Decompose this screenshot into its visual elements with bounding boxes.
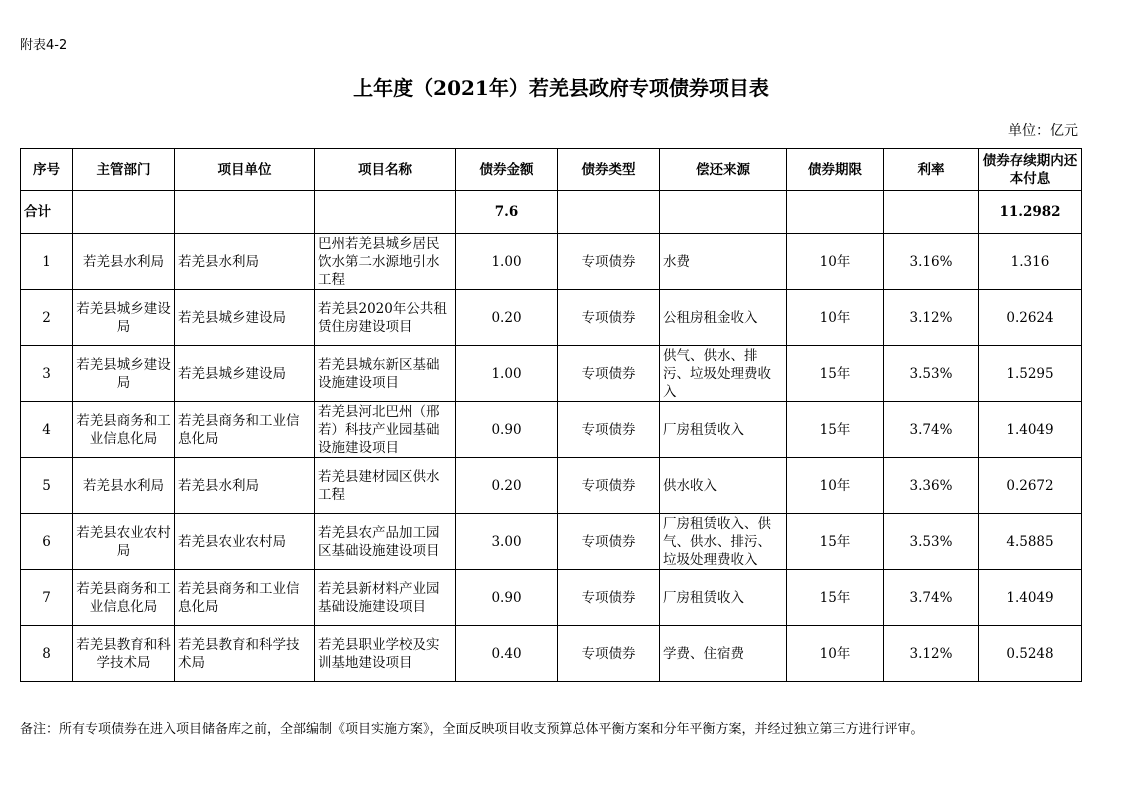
cell-repayment: 1.316 [979,234,1082,290]
cell-amount: 0.20 [456,458,558,514]
cell-unit: 若羌县水利局 [175,234,315,290]
cell-source: 供水收入 [660,458,787,514]
cell-term: 15年 [787,402,884,458]
cell-repayment: 0.2624 [979,290,1082,346]
cell-no: 4 [21,402,73,458]
cell-dept: 若羌县城乡建设局 [73,346,175,402]
cell-rate: 3.36% [884,458,979,514]
cell-dept: 若羌县商务和工业信息化局 [73,402,175,458]
cell-term: 10年 [787,290,884,346]
header-dept: 主管部门 [73,149,175,191]
cell-type: 专项债券 [558,346,660,402]
cell-project-name: 巴州若羌县城乡居民饮水第二水源地引水工程 [315,234,456,290]
cell-unit: 若羌县农业农村局 [175,514,315,570]
cell-term: 10年 [787,458,884,514]
table-row [21,402,1082,458]
cell-unit: 若羌县城乡建设局 [175,346,315,402]
table-row [21,290,1082,346]
cell-unit: 若羌县教育和科学技术局 [175,626,315,682]
cell-dept: 若羌县水利局 [73,458,175,514]
cell-rate: 3.16% [884,234,979,290]
cell-no: 7 [21,570,73,626]
table-row [21,570,1082,626]
cell-no: 8 [21,626,73,682]
total-empty [660,191,787,234]
cell-source: 水费 [660,234,787,290]
cell-dept: 若羌县教育和科学技术局 [73,626,175,682]
cell-repayment: 0.5248 [979,626,1082,682]
cell-amount: 3.00 [456,514,558,570]
total-empty [175,191,315,234]
cell-project-name: 若羌县城东新区基础设施建设项目 [315,346,456,402]
header-unit: 项目单位 [175,149,315,191]
total-empty [787,191,884,234]
cell-amount: 1.00 [456,234,558,290]
cell-type: 专项债券 [558,626,660,682]
cell-amount: 0.20 [456,290,558,346]
header-term: 债券期限 [787,149,884,191]
cell-rate: 3.12% [884,626,979,682]
cell-amount: 0.90 [456,570,558,626]
cell-project-name: 若羌县农产品加工园区基础设施建设项目 [315,514,456,570]
cell-rate: 3.53% [884,514,979,570]
cell-term: 10年 [787,234,884,290]
cell-type: 专项债券 [558,458,660,514]
cell-source: 公租房租金收入 [660,290,787,346]
header-source: 偿还来源 [660,149,787,191]
cell-project-name: 若羌县职业学校及实训基地建设项目 [315,626,456,682]
cell-repayment: 4.5885 [979,514,1082,570]
cell-type: 专项债券 [558,234,660,290]
header-no: 序号 [21,149,73,191]
cell-project-name: 若羌县2020年公共租赁住房建设项目 [315,290,456,346]
cell-unit: 若羌县水利局 [175,458,315,514]
cell-source: 厂房租赁收入、供气、供水、排污、垃圾处理费收入 [660,514,787,570]
cell-no: 6 [21,514,73,570]
cell-dept: 若羌县水利局 [73,234,175,290]
header-type: 债券类型 [558,149,660,191]
cell-unit: 若羌县商务和工业信息化局 [175,570,315,626]
cell-type: 专项债券 [558,570,660,626]
cell-amount: 0.40 [456,626,558,682]
header-name: 项目名称 [315,149,456,191]
table-row [21,626,1082,682]
cell-amount: 0.90 [456,402,558,458]
cell-repayment: 1.5295 [979,346,1082,402]
cell-term: 10年 [787,626,884,682]
cell-project-name: 若羌县河北巴州（邢若）科技产业园基础设施建设项目 [315,402,456,458]
cell-amount: 1.00 [456,346,558,402]
cell-repayment: 1.4049 [979,570,1082,626]
cell-unit: 若羌县城乡建设局 [175,290,315,346]
cell-unit: 若羌县商务和工业信息化局 [175,402,315,458]
cell-type: 专项债券 [558,290,660,346]
table-row [21,458,1082,514]
cell-rate: 3.74% [884,402,979,458]
header-amount: 债券金额 [456,149,558,191]
table-row [21,514,1082,570]
cell-no: 5 [21,458,73,514]
total-empty [558,191,660,234]
cell-type: 专项债券 [558,402,660,458]
total-repayment: 11.2982 [979,191,1082,234]
unit-label: 单位：亿元 [1008,123,1078,139]
cell-term: 15年 [787,514,884,570]
total-label: 合计 [21,191,73,234]
total-empty [315,191,456,234]
footnote: 备注：所有专项债券在进入项目储备库之前，全部编制《项目实施方案》，全面反映项目收支预算总体平衡方案和分年平衡方案，并经过独立第三方进行评审。 [20,722,924,737]
table-row [21,234,1082,290]
attachment-label: 附表4-2 [20,38,68,53]
total-empty [73,191,175,234]
table-header-row [21,149,1082,191]
cell-dept: 若羌县农业农村局 [73,514,175,570]
cell-source: 学费、住宿费 [660,626,787,682]
cell-repayment: 0.2672 [979,458,1082,514]
cell-type: 专项债券 [558,514,660,570]
header-repayment: 债券存续期内还本付息 [979,149,1082,191]
table-row [21,346,1082,402]
cell-dept: 若羌县城乡建设局 [73,290,175,346]
page-title: 上年度（2021年）若羌县政府专项债券项目表 [353,76,769,100]
cell-project-name: 若羌县新材料产业园基础设施建设项目 [315,570,456,626]
bond-project-table [20,148,1082,682]
cell-term: 15年 [787,346,884,402]
cell-source: 供气、供水、排污、垃圾处理费收入 [660,346,787,402]
total-row [21,191,1082,234]
cell-no: 3 [21,346,73,402]
total-amount: 7.6 [456,191,558,234]
cell-term: 15年 [787,570,884,626]
cell-no: 2 [21,290,73,346]
cell-repayment: 1.4049 [979,402,1082,458]
cell-dept: 若羌县商务和工业信息化局 [73,570,175,626]
cell-no: 1 [21,234,73,290]
header-rate: 利率 [884,149,979,191]
total-empty [884,191,979,234]
cell-rate: 3.53% [884,346,979,402]
cell-source: 厂房租赁收入 [660,570,787,626]
cell-project-name: 若羌县建材园区供水工程 [315,458,456,514]
cell-rate: 3.12% [884,290,979,346]
cell-rate: 3.74% [884,570,979,626]
cell-source: 厂房租赁收入 [660,402,787,458]
